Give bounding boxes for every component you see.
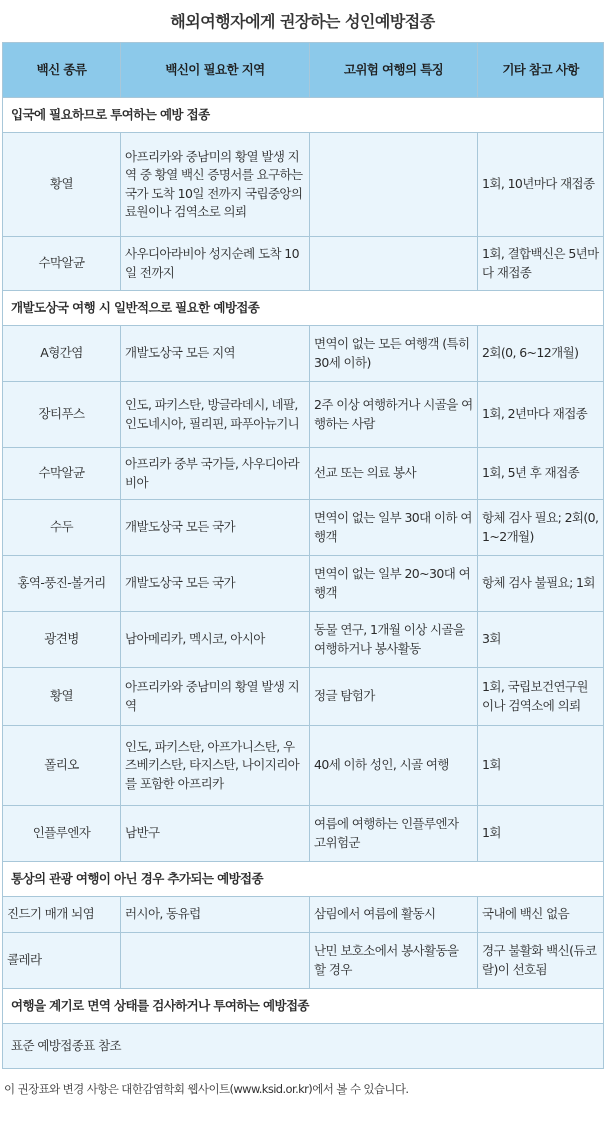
region-cell: 남반구 xyxy=(121,806,310,862)
risk-cell: 선교 또는 의료 봉사 xyxy=(310,448,478,500)
table-row xyxy=(3,897,604,933)
table-row xyxy=(3,726,604,806)
region-cell: 개발도상국 모든 국가 xyxy=(121,556,310,612)
vaccine-cell: 콜레라 xyxy=(3,933,121,989)
vaccine-cell: 황열 xyxy=(3,133,121,237)
risk-cell: 동물 연구, 1개월 이상 시골을 여행하거나 봉사활동 xyxy=(310,612,478,668)
footer-cell: 표준 예방접종표 참조 xyxy=(3,1024,604,1069)
table-row xyxy=(3,326,604,382)
section-title: 여행을 계기로 면역 상태를 검사하거나 투여하는 예방접종 xyxy=(3,989,604,1024)
region-cell: 인도, 파키스탄, 아프가니스탄, 우즈베키스탄, 타지스탄, 나이지리아를 포함한 아프리카 xyxy=(121,726,310,806)
vaccine-cell: 수막알균 xyxy=(3,237,121,291)
region-cell: 러시아, 동유럽 xyxy=(121,897,310,933)
region-cell: 사우디아라비아 성지순례 도착 10일 전까지 xyxy=(121,237,310,291)
vaccine-cell: 홍역-풍진-볼거리 xyxy=(3,556,121,612)
vaccine-cell: 수막알균 xyxy=(3,448,121,500)
region-cell: 개발도상국 모든 지역 xyxy=(121,326,310,382)
header-required-region: 백신이 필요한 지역 xyxy=(121,43,310,98)
section-title: 입국에 필요하므로 투여하는 예방 접종 xyxy=(3,98,604,133)
risk-cell xyxy=(310,133,478,237)
table-row xyxy=(3,933,604,989)
note-cell: 1회 xyxy=(478,806,604,862)
note-cell: 항체 검사 불필요; 1회 xyxy=(478,556,604,612)
header-other-notes: 기타 참고 사항 xyxy=(478,43,604,98)
risk-cell: 2주 이상 여행하거나 시골을 여행하는 사람 xyxy=(310,382,478,448)
vaccine-table xyxy=(2,42,604,1069)
table-row xyxy=(3,133,604,237)
risk-cell: 삼림에서 여름에 활동시 xyxy=(310,897,478,933)
vaccine-cell: 광견병 xyxy=(3,612,121,668)
table-row xyxy=(3,612,604,668)
footnote: 이 권장표와 변경 사항은 대한감염학회 웹사이트(www.ksid.or.kr)에서 볼 수 있습니다. xyxy=(4,1082,409,1096)
region-cell: 아프리카와 중남미의 황열 발생 지역 xyxy=(121,668,310,726)
header-high-risk: 고위험 여행의 특징 xyxy=(310,43,478,98)
section-header-row xyxy=(3,291,604,326)
region-cell: 남아메리카, 멕시코, 아시아 xyxy=(121,612,310,668)
note-cell: 1회, 5년 후 재접종 xyxy=(478,448,604,500)
section-header-row xyxy=(3,989,604,1024)
table-row xyxy=(3,382,604,448)
table-row xyxy=(3,806,604,862)
note-cell: 3회 xyxy=(478,612,604,668)
vaccine-cell: 수두 xyxy=(3,500,121,556)
note-cell: 국내에 백신 없음 xyxy=(478,897,604,933)
section-title: 통상의 관광 여행이 아닌 경우 추가되는 예방접종 xyxy=(3,862,604,897)
vaccine-cell: 진드기 매개 뇌염 xyxy=(3,897,121,933)
note-cell: 항체 검사 필요; 2회(0, 1~2개월) xyxy=(478,500,604,556)
page-title: 해외여행자에게 권장하는 성인예방접종 xyxy=(170,12,435,31)
risk-cell: 면역이 없는 일부 20~30대 여행객 xyxy=(310,556,478,612)
vaccine-cell: A형간염 xyxy=(3,326,121,382)
risk-cell: 면역이 없는 일부 30대 이하 여행객 xyxy=(310,500,478,556)
note-cell: 1회, 10년마다 재접종 xyxy=(478,133,604,237)
header-vaccine-type: 백신 종류 xyxy=(3,43,121,98)
vaccine-cell: 장티푸스 xyxy=(3,382,121,448)
note-cell: 2회(0, 6~12개월) xyxy=(478,326,604,382)
table-row xyxy=(3,1024,604,1069)
table-header-row xyxy=(3,43,604,98)
note-cell: 1회, 국립보건연구원이나 검역소에 의뢰 xyxy=(478,668,604,726)
note-cell: 1회, 2년마다 재접종 xyxy=(478,382,604,448)
section-header-row xyxy=(3,862,604,897)
note-cell: 경구 불활화 백신(듀코랄)이 선호됨 xyxy=(478,933,604,989)
vaccine-cell: 황열 xyxy=(3,668,121,726)
risk-cell: 정글 탐험가 xyxy=(310,668,478,726)
region-cell xyxy=(121,933,310,989)
note-cell: 1회, 결합백신은 5년마다 재접종 xyxy=(478,237,604,291)
table-row xyxy=(3,556,604,612)
vaccine-cell: 폴리오 xyxy=(3,726,121,806)
risk-cell: 면역이 없는 모든 여행객 (특히 30세 이하) xyxy=(310,326,478,382)
vaccine-cell: 인플루엔자 xyxy=(3,806,121,862)
region-cell: 아프리카와 중남미의 황열 발생 지역 중 황열 백신 증명서를 요구하는 국가 도착 10일 전까지 국립중앙의료원이나 검역소로 의뢰 xyxy=(121,133,310,237)
region-cell: 아프리카 중부 국가들, 사우디아라비아 xyxy=(121,448,310,500)
risk-cell: 40세 이하 성인, 시골 여행 xyxy=(310,726,478,806)
note-cell: 1회 xyxy=(478,726,604,806)
table-row xyxy=(3,500,604,556)
risk-cell: 여름에 여행하는 인플루엔자 고위험군 xyxy=(310,806,478,862)
region-cell: 인도, 파키스탄, 방글라데시, 네팔, 인도네시아, 필리핀, 파푸아뉴기니 xyxy=(121,382,310,448)
section-header-row xyxy=(3,98,604,133)
risk-cell xyxy=(310,237,478,291)
risk-cell: 난민 보호소에서 봉사활동을 할 경우 xyxy=(310,933,478,989)
section-title: 개발도상국 여행 시 일반적으로 필요한 예방접종 xyxy=(3,291,604,326)
table-row xyxy=(3,668,604,726)
table-row xyxy=(3,237,604,291)
table-row xyxy=(3,448,604,500)
region-cell: 개발도상국 모든 국가 xyxy=(121,500,310,556)
